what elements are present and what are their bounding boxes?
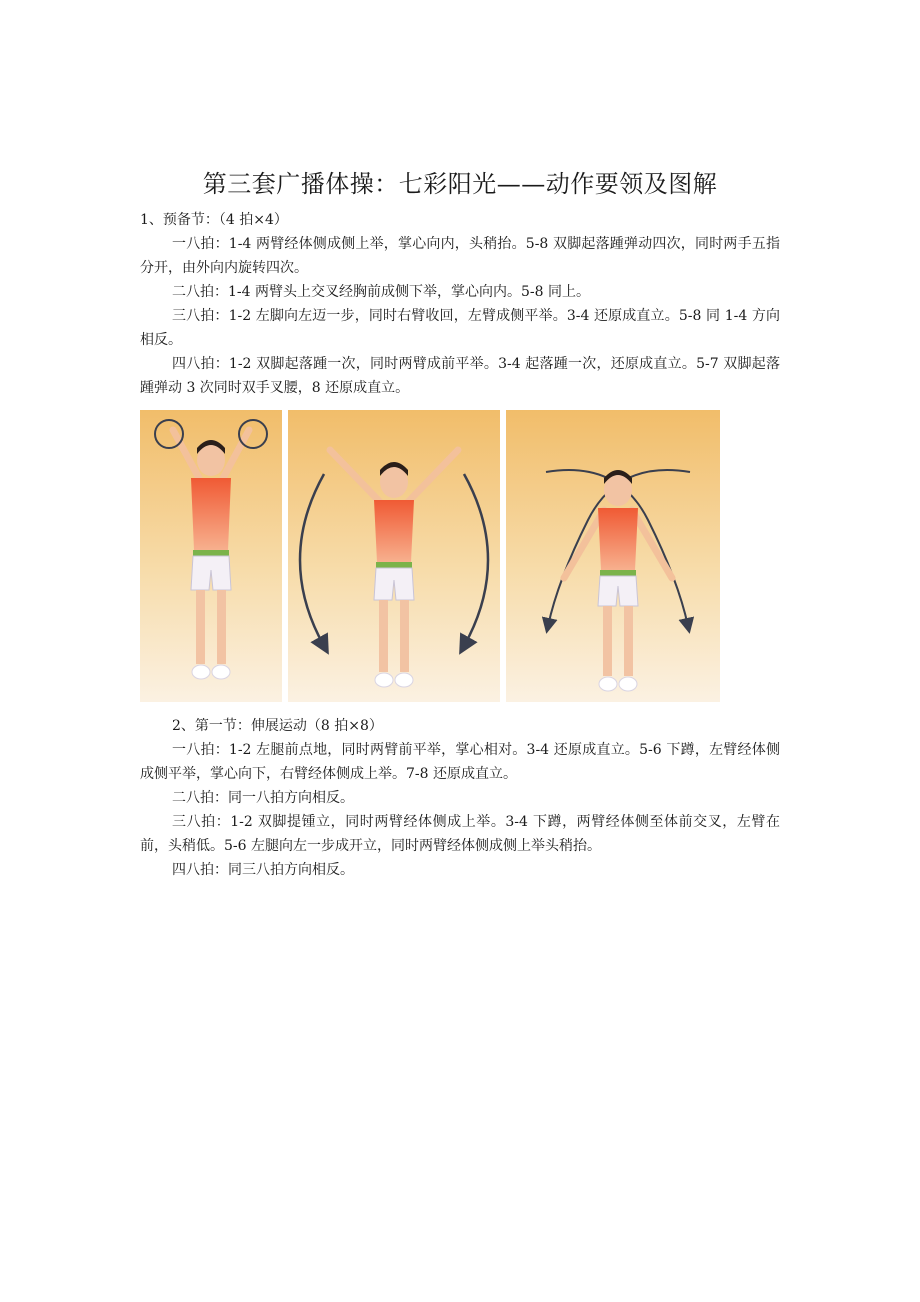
photo-panel-2 xyxy=(288,410,500,702)
paragraph: 一八拍：1-4 两臂经体侧成侧上举，掌心向内，头稍抬。5-8 双脚起落踵弹动四次，同时两手五指分开，由外向内旋转四次。 xyxy=(140,236,780,276)
photo-panel-3 xyxy=(506,410,720,702)
photo-panel-1 xyxy=(140,410,282,702)
paragraph: 三八拍：1-2 左脚向左迈一步，同时右臂收回，左臂成侧平举。3-4 还原成直立。5-8 同 1-4 方向相反。 xyxy=(140,308,780,348)
document-title: 第三套广播体操：七彩阳光——动作要领及图解 xyxy=(202,170,718,198)
section-preparation xyxy=(140,208,780,400)
paragraph: 二八拍：同一八拍方向相反。 xyxy=(172,790,354,806)
section-heading: 1、预备节：（4 拍×4） xyxy=(140,212,288,228)
paragraph: 四八拍：1-2 双脚起落踵一次，同时两臂成前平举。3-4 起落踵一次，还原成直立。5-7 双脚起落踵弹动 3 次同时双手叉腰，8 还原成直立。 xyxy=(140,356,780,396)
paragraph: 二八拍：1-4 两臂头上交叉经胸前成侧下举，掌心向内。5-8 同上。 xyxy=(172,284,590,300)
paragraph: 四八拍：同三八拍方向相反。 xyxy=(172,862,354,878)
exercise-illustration xyxy=(140,410,720,702)
paragraph: 一八拍：1-2 左腿前点地，同时两臂前平举，掌心相对。3-4 还原成直立。5-6 下蹲，左臂经体侧成侧平举，掌心向下，右臂经体侧成上举。7-8 还原成直立。 xyxy=(140,742,780,782)
section-stretch xyxy=(140,714,780,882)
paragraph: 三八拍：1-2 双脚提锺立，同时两臂经体侧成上举。3-4 下蹲，两臂经体侧至体前交叉，左臂在前，头稍低。5-6 左腿向左一步成开立，同时两臂经体侧成侧上举头稍抬。 xyxy=(140,814,780,854)
section-heading: 2、第一节：伸展运动（8 拍×8） xyxy=(172,718,383,734)
